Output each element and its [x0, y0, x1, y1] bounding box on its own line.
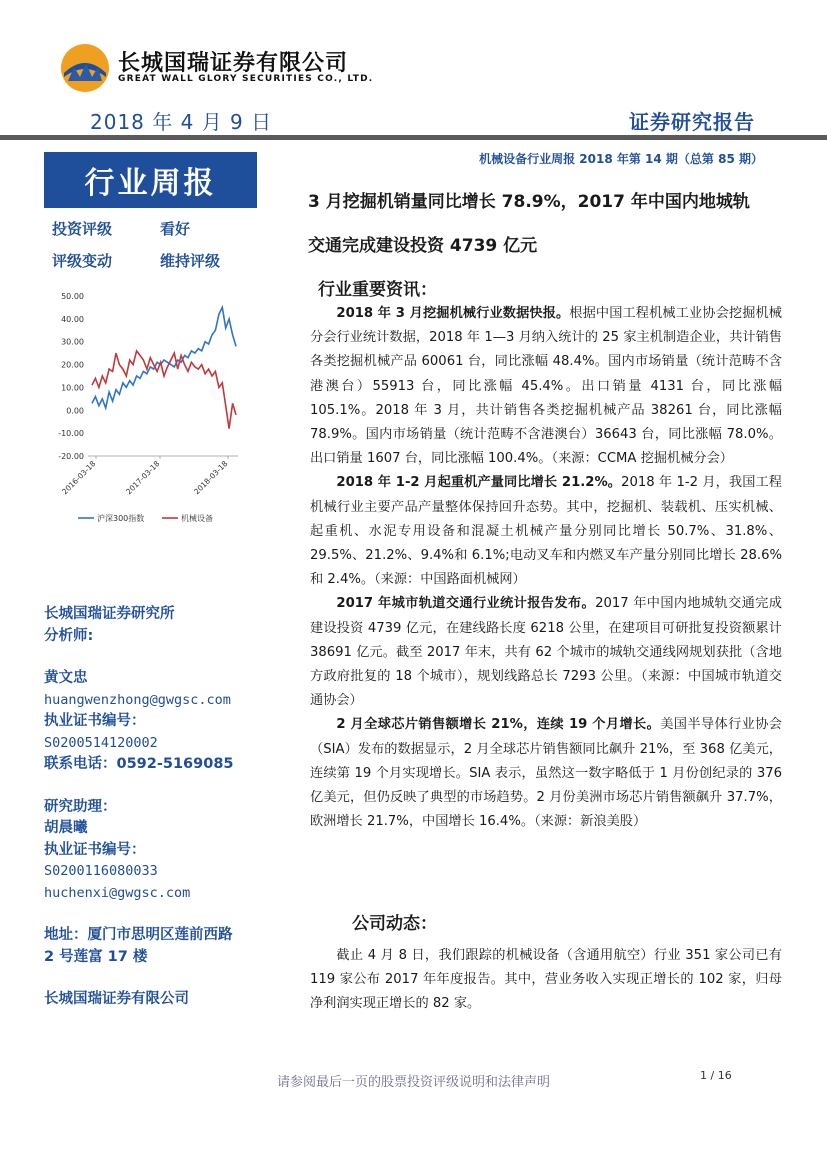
news-heading: 2018 年 1-2 月起重机产量同比增长 21.2%。	[336, 475, 622, 491]
company-name-cn: 长城国瑞证券有限公司	[118, 51, 349, 76]
y-tick-label: 40.00	[61, 314, 84, 324]
rating-change-value: 维持评级	[160, 252, 221, 270]
header-divider	[0, 135, 827, 140]
news-paragraph: 2018 年 3 月挖掘机械行业数据快报。根据中国工程机械工业协会挖掘机械分会行业统计数据，2018 年 1—3 月纳入统计的 25 家主机制造企业，共计销售各类挖掘机械产品 60061 台，同比涨幅 48.4%。国内市场销量（统计范畴不含港澳台）55913 台，同比涨幅 45.4%。出口销量 4131 台，同比涨幅 105.1%。2018 年 3 月，共计销售各类挖掘机械产品 38261 台，同比涨幅 78.9%。国内市场销量（统计范畴不含港澳台）36643 台，同比涨幅 78.0%。出口销量 1607 台，同比涨幅 100.4%。（来源：CCMA 挖掘机械分会）	[310, 306, 782, 467]
address-line: 2 号莲富 17 楼	[44, 948, 148, 965]
news-heading: 2 月全球芯片销售额增长 21%，连续 19 个月增长。	[336, 717, 661, 733]
analyst-label: 分析师:	[44, 627, 94, 644]
rating-value: 看好	[160, 220, 191, 238]
news-heading: 2018 年 3 月挖掘机械行业数据快报。	[336, 306, 570, 321]
cert-number: S0200514120002	[44, 734, 158, 751]
assistant-label: 研究助理：	[44, 798, 117, 815]
headline-line: 3 月挖掘机销量同比增长 78.9%，2017 年中国内地城轨	[308, 192, 750, 212]
page-number: 1 / 16	[700, 1069, 732, 1082]
assistant-name: 胡晨曦	[44, 820, 88, 836]
contact-panel	[44, 604, 274, 1011]
company-footer: 长城国瑞证券有限公司	[44, 991, 189, 1007]
legend-label: 机械设备	[181, 514, 213, 523]
y-tick-label: 10.00	[61, 383, 84, 393]
company-section-title: 公司动态：	[352, 914, 437, 934]
y-tick-label: 50.00	[61, 292, 84, 301]
rating-label: 投资评级	[52, 220, 113, 238]
company-body	[310, 944, 782, 1017]
y-tick-label: -20.00	[58, 452, 84, 461]
news-section-title: 行业重要资讯：	[318, 280, 437, 300]
legend-label: 沪深300指数	[97, 514, 145, 523]
phone: 联系电话：0592-5169085	[44, 756, 234, 772]
analyst-name: 黄文忠	[44, 670, 88, 686]
issue-subtitle: 机械设备行业周报 2018 年第 14 期（总第 85 期）	[479, 152, 763, 166]
news-paragraph: 2018 年 1-2 月起重机产量同比增长 21.2%。2018 年 1-2 月，我国工程机械行业主要产品产量整体保持回升态势。其中，挖掘机、装载机、压实机械、起重机、水泥专用设备和混凝土机械产量分别同比增长 50.7%、31.8%、29.5%、21.2%、9.4%和 6.1%;电动叉车和内燃叉车产量分别同比增长 28.6%和 2.4%。（来源：中国路面机械网）	[310, 475, 782, 588]
y-tick-label: 30.00	[61, 337, 84, 347]
x-tick-label: 2018-03-18	[192, 459, 230, 497]
headline	[308, 180, 788, 268]
disclaimer-note: 请参阅最后一页的股票投资评级说明和法律声明	[276, 1075, 550, 1090]
company-logo-icon	[60, 43, 110, 93]
x-tick-label: 2016-03-18	[60, 459, 98, 497]
analyst-email[interactable]: huangwenzhong@gwgsc.com	[44, 691, 231, 708]
cert-number: S0200116080033	[44, 863, 158, 879]
institute-name: 长城国瑞证券研究所	[44, 606, 175, 622]
headline-line: 交通完成建设投资 4739 亿元	[308, 236, 538, 256]
news-paragraph: 2017 年城市轨道交通行业统计报告发布。2017 年中国内地城轨交通完成建设投资 4739 亿元，在建线路长度 6218 公里，在建项目可研批复投资额累计 38691 亿元。截至 2017 年末，共有 62 个城市的城轨交通线网规划获批（含地方政府批复的 18 个城市），规划线路总长 7293 公里。（来源：中国城市轨道交通协会）	[310, 596, 782, 709]
report-type: 证券研究报告	[629, 110, 755, 134]
news-heading: 2017 年城市轨道交通行业统计报告发布。	[336, 596, 596, 612]
company-name-en: GREAT WALL GLORY SECURITIES CO., LTD.	[118, 74, 374, 84]
series-line-2	[92, 351, 236, 429]
price-chart	[44, 286, 258, 536]
company-paragraph: 截止 4 月 8 日，我们跟踪的机械设备（含通用航空）行业 351 家公司已有 119 家公布 2017 年年度报告。其中，营业务收入实现正增长的 102 家，归母净利润实现正增长的 82 家。	[310, 948, 782, 1012]
cert-label: 执业证书编号：	[44, 841, 146, 858]
x-tick-label: 2017-03-18	[124, 459, 162, 497]
y-tick-label: -10.00	[58, 429, 84, 439]
y-tick-label: 0.00	[66, 406, 84, 416]
rating-change-label: 评级变动	[52, 252, 113, 270]
y-tick-label: 20.00	[61, 360, 84, 370]
address-line: 地址：厦门市思明区莲前西路	[44, 927, 233, 943]
weekly-report-banner: 行业周报	[44, 152, 257, 208]
series-line-1	[92, 307, 236, 408]
news-body	[310, 302, 782, 834]
cert-label: 执业证书编号：	[44, 713, 146, 729]
news-paragraph: 2 月全球芯片销售额增长 21%，连续 19 个月增长。美国半导体行业协会（SIA）发布的数据显示，2 月全球芯片销售额同比飙升 21%，至 368 亿美元，连续第 19 个月实现增长。SIA 表示，虽然这一数字略低于 1 月份创纪录的 376 亿美元，但仍反映了典型的市场趋势。2 月份美洲市场芯片销售额飙升 37.7%，欧洲增长 21.7%，中国增长 16.4%。（来源：新浪美股）	[310, 717, 782, 830]
assistant-email[interactable]: huchenxi@gwgsc.com	[44, 884, 191, 901]
report-date: 2018 年 4 月 9 日	[90, 110, 273, 134]
